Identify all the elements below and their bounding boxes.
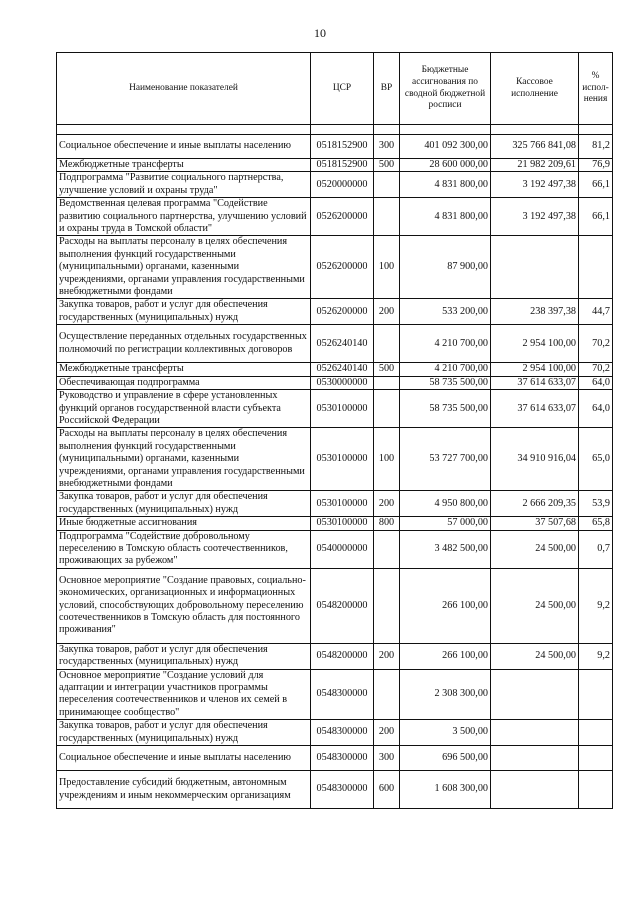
row-percent [579,746,613,771]
table-row [57,517,613,530]
row-vr: 100 [374,428,400,491]
budget-execution-table [56,52,613,809]
row-csr: 0530100000 [311,491,374,517]
row-percent: 70,2 [579,363,613,376]
row-vr [374,669,400,720]
row-name: Основное мероприятие "Создание условий для адаптации и интеграции участников программы переселения соотечественников и членов их семей в принимающее сообщество" [57,669,311,720]
row-allocation: 87 900,00 [400,236,491,299]
row-name: Ведомственная целевая программа "Содействие развитию социального партнерства, улучшению условий и охраны труда в Томской области" [57,198,311,236]
row-percent: 66,1 [579,172,613,198]
row-allocation: 3 500,00 [400,720,491,746]
row-csr: 0548200000 [311,568,374,643]
row-name: Обеспечивающая подпрограмма [57,376,311,389]
table-row [57,491,613,517]
row-vr: 200 [374,720,400,746]
page-number: 10 [314,26,326,40]
row-vr [374,376,400,389]
table-row [57,135,613,159]
row-percent: 65,8 [579,517,613,530]
row-name: Межбюджетные трансферты [57,363,311,376]
row-allocation: 57 000,00 [400,517,491,530]
row-name: Руководство и управление в сфере установленных функций органов государственной власти субъекта Российской Федерации [57,390,311,428]
row-allocation: 58 735 500,00 [400,376,491,389]
row-csr: 0548300000 [311,771,374,809]
row-percent [579,669,613,720]
row-vr: 500 [374,159,400,172]
row-allocation: 4 831 800,00 [400,172,491,198]
row-name: Закупка товаров, работ и услуг для обеспечения государственных (муниципальных) нужд [57,491,311,517]
table-row [57,198,613,236]
row-allocation: 3 482 500,00 [400,530,491,568]
row-allocation: 4 210 700,00 [400,363,491,376]
row-execution [491,236,579,299]
row-name: Основное мероприятие "Создание правовых, социально-экономических, организационных и информационных условий, способствующих добровольному переселению соотечественников в Томскую область для постоянного проживания" [57,568,311,643]
row-execution [491,746,579,771]
header-execution: Кассовое исполнение [491,53,579,125]
row-execution [491,771,579,809]
row-execution: 24 500,00 [491,530,579,568]
row-csr: 0526240140 [311,363,374,376]
row-vr: 300 [374,135,400,159]
row-name: Расходы на выплаты персоналу в целях обеспечения выполнения функций государственными (муниципальными) органами, казенными учреждениями, органами управления государственными внебюджетными фондами [57,428,311,491]
row-csr: 0548300000 [311,669,374,720]
row-percent: 9,2 [579,568,613,643]
row-execution: 2 954 100,00 [491,325,579,363]
row-allocation: 696 500,00 [400,746,491,771]
row-csr: 0540000000 [311,530,374,568]
spacer-row [57,125,613,135]
row-name: Закупка товаров, работ и услуг для обеспечения государственных (муниципальных) нужд [57,643,311,669]
table-row [57,159,613,172]
row-execution: 325 766 841,08 [491,135,579,159]
row-vr: 300 [374,746,400,771]
row-name: Закупка товаров, работ и услуг для обеспечения государственных (муниципальных) нужд [57,299,311,325]
row-execution [491,720,579,746]
row-percent: 53,9 [579,491,613,517]
row-percent: 0,7 [579,530,613,568]
row-percent: 76,9 [579,159,613,172]
table-row [57,236,613,299]
row-percent: 81,2 [579,135,613,159]
table-row [57,428,613,491]
table-row [57,376,613,389]
header-csr: ЦСР [311,53,374,125]
row-execution: 34 910 916,04 [491,428,579,491]
row-percent: 64,0 [579,376,613,389]
row-allocation: 58 735 500,00 [400,390,491,428]
row-csr: 0526200000 [311,299,374,325]
row-vr [374,325,400,363]
table-row [57,771,613,809]
row-csr: 0530100000 [311,390,374,428]
row-vr [374,530,400,568]
row-vr: 200 [374,299,400,325]
table-row [57,669,613,720]
table-row [57,325,613,363]
row-allocation: 4 950 800,00 [400,491,491,517]
row-name: Закупка товаров, работ и услуг для обеспечения государственных (муниципальных) нужд [57,720,311,746]
row-csr: 0518152900 [311,135,374,159]
row-allocation: 401 092 300,00 [400,135,491,159]
row-vr: 100 [374,236,400,299]
row-vr [374,198,400,236]
row-execution: 37 614 633,07 [491,376,579,389]
row-csr: 0530000000 [311,376,374,389]
row-vr: 200 [374,643,400,669]
row-allocation: 4 831 800,00 [400,198,491,236]
row-name: Социальное обеспечение и иные выплаты населению [57,135,311,159]
row-allocation: 53 727 700,00 [400,428,491,491]
row-execution: 2 954 100,00 [491,363,579,376]
row-csr: 0548200000 [311,643,374,669]
row-percent: 44,7 [579,299,613,325]
row-vr: 200 [374,491,400,517]
row-allocation: 1 608 300,00 [400,771,491,809]
row-execution: 24 500,00 [491,643,579,669]
row-name: Иные бюджетные ассигнования [57,517,311,530]
row-execution: 3 192 497,38 [491,198,579,236]
row-allocation: 2 308 300,00 [400,669,491,720]
row-name: Осуществление переданных отдельных государственных полномочий по регистрации коллективных договоров [57,325,311,363]
row-vr [374,390,400,428]
header-vr: ВР [374,53,400,125]
row-allocation: 266 100,00 [400,568,491,643]
row-csr: 0520000000 [311,172,374,198]
table-row [57,746,613,771]
row-percent: 9,2 [579,643,613,669]
row-percent: 64,0 [579,390,613,428]
row-allocation: 28 600 000,00 [400,159,491,172]
table-row [57,390,613,428]
header-allocations: Бюджетные ассигнования по сводной бюджетной росписи [400,53,491,125]
row-vr [374,172,400,198]
row-name: Социальное обеспечение и иные выплаты населению [57,746,311,771]
row-csr: 0530100000 [311,428,374,491]
row-execution: 37 614 633,07 [491,390,579,428]
table-row [57,363,613,376]
row-vr [374,568,400,643]
table-header-row [57,53,613,125]
row-vr: 600 [374,771,400,809]
row-name: Межбюджетные трансферты [57,159,311,172]
row-percent [579,720,613,746]
row-name: Предоставление субсидий бюджетным, автономным учреждениям и иным некоммерческим организациям [57,771,311,809]
row-execution [491,669,579,720]
row-allocation: 266 100,00 [400,643,491,669]
row-allocation: 533 200,00 [400,299,491,325]
row-csr: 0548300000 [311,720,374,746]
row-execution: 2 666 209,35 [491,491,579,517]
row-percent [579,771,613,809]
table-row [57,172,613,198]
row-name: Подпрограмма "Содействие добровольному переселению в Томскую область соотечественников, проживающих за рубежом" [57,530,311,568]
row-vr: 500 [374,363,400,376]
row-csr: 0548300000 [311,746,374,771]
table-row [57,643,613,669]
row-percent: 70,2 [579,325,613,363]
header-percent: % испол-нения [579,53,613,125]
row-percent [579,236,613,299]
row-percent: 65,0 [579,428,613,491]
row-execution: 37 507,68 [491,517,579,530]
row-csr: 0526200000 [311,198,374,236]
row-execution: 21 982 209,61 [491,159,579,172]
row-execution: 24 500,00 [491,568,579,643]
row-percent: 66,1 [579,198,613,236]
table-row [57,299,613,325]
row-csr: 0526200000 [311,236,374,299]
table-row [57,720,613,746]
row-name: Подпрограмма "Развитие социального партнерства, улучшение условий и охраны труда" [57,172,311,198]
row-csr: 0530100000 [311,517,374,530]
row-name: Расходы на выплаты персоналу в целях обеспечения выполнения функций государственными (муниципальными) органами, казенными учреждениями, органами управления государственными внебюджетными фондами [57,236,311,299]
row-csr: 0526240140 [311,325,374,363]
row-execution: 3 192 497,38 [491,172,579,198]
row-execution: 238 397,38 [491,299,579,325]
row-allocation: 4 210 700,00 [400,325,491,363]
header-name: Наименование показателей [57,53,311,125]
row-csr: 0518152900 [311,159,374,172]
table-row [57,568,613,643]
table-row [57,530,613,568]
row-vr: 800 [374,517,400,530]
